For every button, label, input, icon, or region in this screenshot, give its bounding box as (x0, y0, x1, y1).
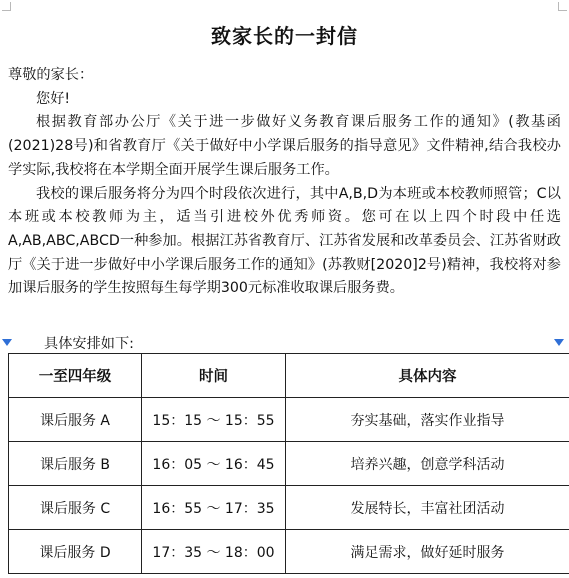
service-name-cell: 课后服务 D (9, 530, 142, 574)
service-name-cell: 课后服务 A (9, 398, 142, 442)
page-corner-mark-left (2, 2, 11, 11)
content-cell: 发展特长，丰富社团活动 (286, 486, 569, 530)
paragraph-2: 我校的课后服务将分为四个时段依次进行，其中A,B,D为本班或本校教师照管；C以本班或本校教师为主，适当引进校外优秀师资。您可在以上四个时段中任选A,AB,ABC,ABCD一种参加。根据江苏省教育厅、江苏省发展和改革委员会、江苏省财政厅《关于进一步做好中小学课后服务工作的通知》(苏教财[2020]2号)精神，我校将对参加课后服务的学生按照每生每学期300元标准收取课后服务费。 (8, 185, 561, 297)
content-cell: 培养兴趣，创意学科活动 (286, 442, 569, 486)
greeting: 尊敬的家长： (8, 67, 94, 83)
letter-title: 致家长的一封信 (211, 24, 358, 48)
content-cell: 夯实基础，落实作业指导 (286, 398, 569, 442)
time-cell: 16：05 ～ 16：45 (142, 442, 286, 486)
table-resize-handle-icon[interactable] (554, 339, 564, 346)
header-content: 具体内容 (286, 354, 569, 398)
header-grade: 一至四年级 (9, 354, 142, 398)
table-header-row (9, 354, 569, 398)
header-time: 时间 (142, 354, 286, 398)
time-cell: 16：55 ～ 17：35 (142, 486, 286, 530)
arrangement-intro: 具体安排如下: (44, 336, 134, 352)
letter-body (8, 64, 561, 301)
table-row (9, 442, 569, 486)
schedule-table (8, 353, 569, 574)
time-cell: 17：35 ～ 18：00 (142, 530, 286, 574)
paragraph-1: 根据教育部办公厅《关于进一步做好义务教育课后服务工作的通知》(教基函(2021)28号)和省教育厅《关于做好中小学课后服务的指导意见》文件精神,结合我校办学实际,我校将在本学期全面开展学生课后服务工作。 (8, 114, 561, 178)
table-move-handle-icon[interactable] (2, 339, 12, 346)
page-corner-mark-right (558, 2, 567, 11)
service-name-cell: 课后服务 C (9, 486, 142, 530)
time-cell: 15：15 ～ 15：55 (142, 398, 286, 442)
service-name-cell: 课后服务 B (9, 442, 142, 486)
table-row (9, 530, 569, 574)
arrangement-line (0, 334, 569, 354)
table-row (9, 486, 569, 530)
hello-line: 您好! (36, 90, 71, 107)
table-row (9, 398, 569, 442)
content-cell: 满足需求，做好延时服务 (286, 530, 569, 574)
